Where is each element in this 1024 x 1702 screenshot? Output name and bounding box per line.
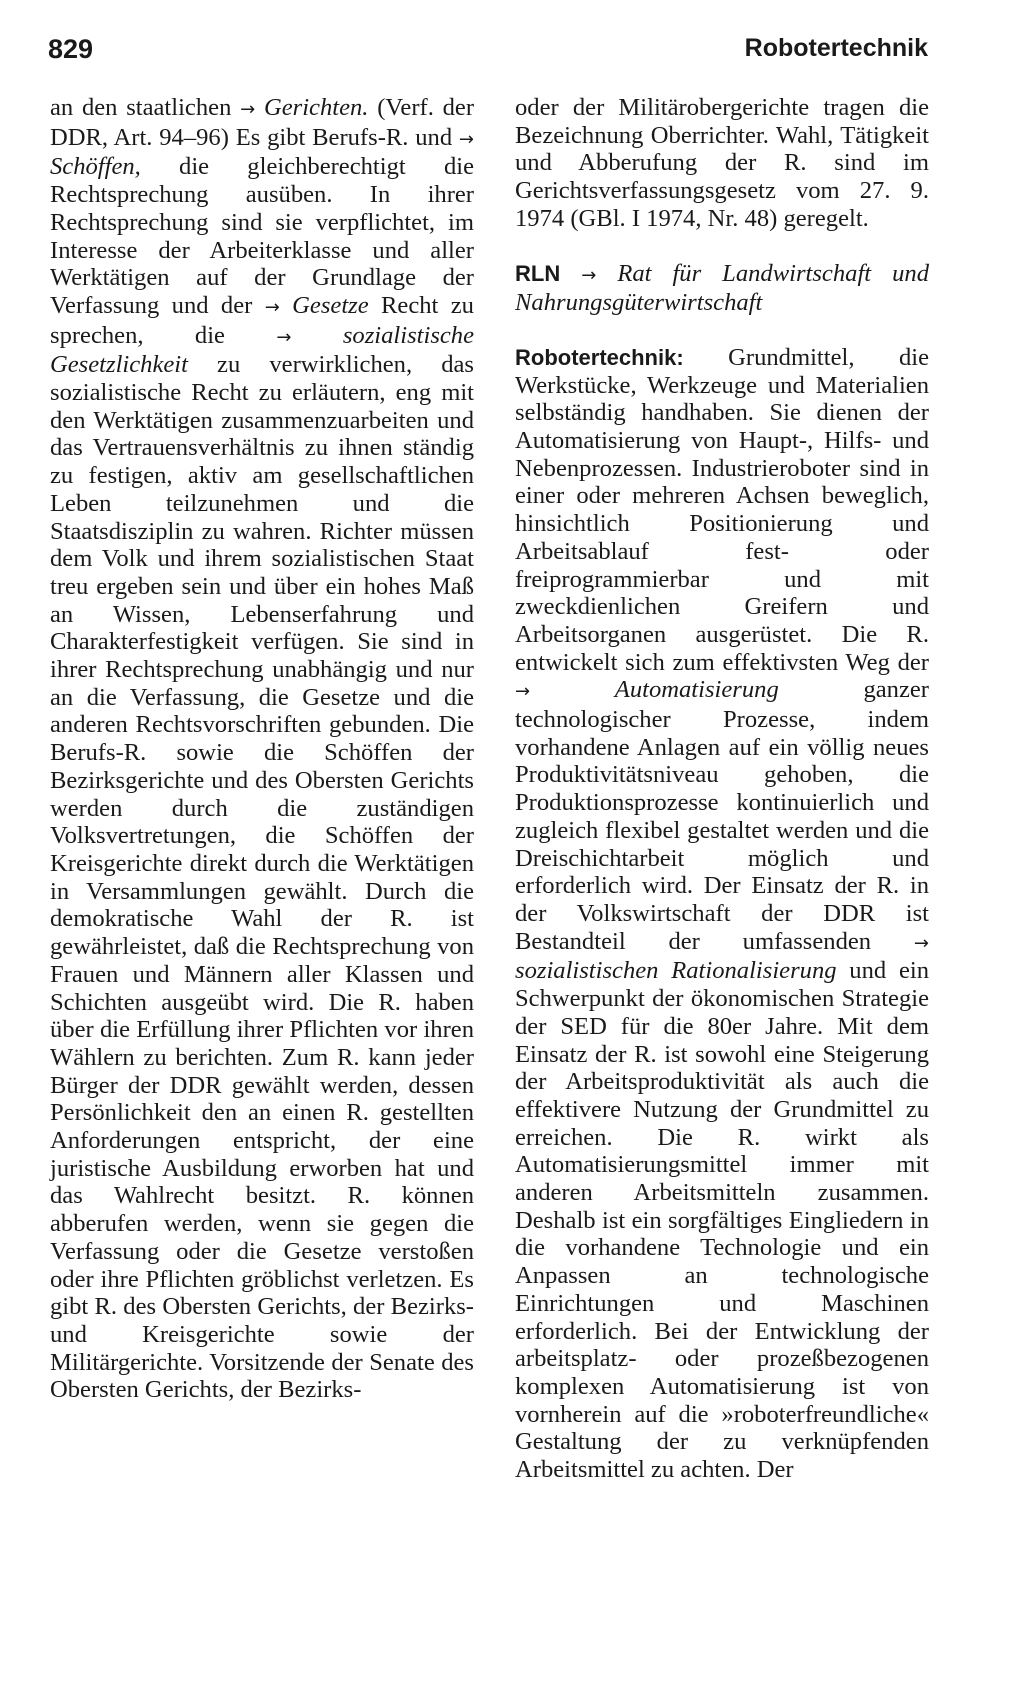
text-run: zu verwirklichen, das sozialistische Recht zu erläutern, eng mit den Werktätigen zusammenzuarbeiten und das Vertrauensverhältnis zu ihnen ständig zu festigen, aktiv am gesellschaftlichen Leben teilzunehmen und die Staatsdisziplin zu wahren. Richter müssen dem Volk und ihrem sozialistischen Staat treu ergeben sein und über ein hohes Maß an Wissen, Lebenserfahrung und Charakterfestigkeit verfügen. Sie sind in ihrer Rechtsprechung unabhängig und nur an die Verfassung, die Gesetze und die anderen Rechtsvorschriften gebunden. Die Berufs-R. sowie die Schöffen der Bezirksgerichte und des Obersten Gerichts werden durch die zuständigen Volksvertretungen, die Schöffen der Kreisgerichte direkt durch die Werktätigen in Versammlungen gewählt. Durch die demokratische Wahl der R. ist gewährleistet, daß die Rechtsprechung von Frauen und Männern aller Klassen und Schichten ausgeübt wird. Die R. haben über die Erfüllung ihrer Pflichten vor ihren Wählern zu berichten. Zum R. kann jeder Bürger der DDR gewählt werden, dessen Persönlichkeit den an einen R. gestellten Anforderungen entspricht, der eine juristische Ausbildung erworben hat und das Wahlrecht besitzt. R. können abberufen werden, wenn sie gegen die Verfassung oder die Gesetze verstoßen oder ihre Pflichten gröblichst verletzen. Es gibt R. des Obersten Gerichts, der Bezirks- und Kreisgerichte sowie der Militärgerichte. Vorsitzende der Senate des Obersten Gerichts, der Bezirks-: [50, 351, 474, 1404]
cross-reference-arrow-icon: →: [240, 99, 256, 120]
cross-reference-arrow-icon: →: [264, 296, 280, 318]
left-column: [50, 94, 474, 1404]
cross-reference-arrow-icon: →: [515, 681, 531, 703]
page-header: [48, 34, 928, 74]
entry-keyword: Robotertechnik:: [515, 344, 684, 370]
page-number: 829: [48, 34, 94, 64]
richter-entry-end: oder der Militärobergerichte tragen die Bezeichnung Oberrichter. Wahl, Tätigkeit und Abberufung der R. sind im Gerichtsverfassungsgesetz vom 27. 9. 1974 (GBl. I 1974, Nr. 48) geregelt.: [515, 94, 929, 232]
richter-entry-continuation: [50, 94, 474, 1404]
cross-reference-link[interactable]: sozialistischen Rationalisierung: [515, 957, 837, 985]
text-run: ganzer technologischer Prozesse, indem vorhandene Anlagen auf ein völlig neues Produktivitätsniveau gehoben, die Produktionsprozesse kontinuierlich und zugleich flexibel gestaltet werden und die Dreischichtarbeit möglich und erforderlich wird. Der Einsatz der R. in der Volkswirtschaft der DDR ist Bestandteil der umfassenden: [515, 676, 929, 955]
entry-spacer: [515, 317, 929, 344]
cross-reference-arrow-icon: →: [276, 326, 292, 348]
text-run: und ein Schwerpunkt der ökonomischen Strategie der SED für die 80er Jahre. Mit dem Einsatz der R. ist sowohl eine Steigerung der Arbeitsproduktivität als auch die effektivere Nutzung der Grundmittel zu erreichen. Die R. wirkt als Automatisierungsmittel immer mit anderen Arbeitsmitteln zusammen. Deshalb ist ein sorgfältiges Eingliedern in die vorhandene Technologie und ein Anpassen an technologische Einrichtungen und Maschinen erforderlich. Bei der Entwicklung der arbeitsplatz- oder prozeßbezogenen komplexen Automatisierung ist von vornherein auf die »roboterfreundliche« Gestaltung der zu verknüpfenden Arbeitsmittel zu achten. Der: [515, 957, 929, 1484]
right-column: [515, 94, 929, 1484]
text-run: (Verf. der DDR, Art. 94–96) Es gibt Berufs-R. und: [50, 94, 475, 151]
cross-reference-arrow-icon: →: [581, 264, 597, 286]
running-head: Robotertechnik: [744, 34, 928, 62]
cross-reference-link[interactable]: Schöffen,: [50, 153, 141, 181]
cross-reference-link[interactable]: Automatisierung: [614, 676, 779, 704]
cross-reference-link[interactable]: Gerichten.: [263, 94, 369, 121]
cross-reference-arrow-icon: →: [458, 128, 474, 150]
cross-reference-arrow-icon: →: [913, 932, 929, 954]
entry-keyword: RLN: [515, 260, 561, 286]
text-run: an den staatlichen: [50, 94, 241, 121]
text-run: die gleichberechtigt die Rechtsprechung ausüben. In ihrer Rechtsprechung sind sie verpflichtet, im Interesse der Arbeiterklasse und aller Werktätigen auf der Grundlage der Verfassung und der: [50, 153, 474, 319]
robotertechnik-entry: [515, 344, 929, 1484]
cross-reference-link[interactable]: Rat für Landwirtschaft und Nahrungsgüterwirtschaft: [515, 259, 929, 317]
cross-reference-link[interactable]: Gesetze: [292, 291, 369, 319]
text-run: Recht zu sprechen, die: [50, 291, 474, 349]
cross-reference-link[interactable]: sozialistische Gesetzlichkeit: [50, 321, 475, 379]
text-run: Grundmittel, die Werkstücke, Werkzeuge und Materialien selbständig handhaben. Sie dienen der Automatisierung von Haupt-, Hilfs- und Nebenprozessen. Industrieroboter sind in einer oder mehreren Achsen beweglich, hinsichtlich Positionierung und Arbeitsablauf fest- oder freiprogrammierbar und mit zweckdienlichen Greifern und Arbeitsorganen ausgerüstet. Die R. entwickelt sich zum effektivsten Weg der: [515, 343, 929, 676]
entry-spacer: [515, 233, 929, 260]
rln-entry: [515, 260, 929, 317]
